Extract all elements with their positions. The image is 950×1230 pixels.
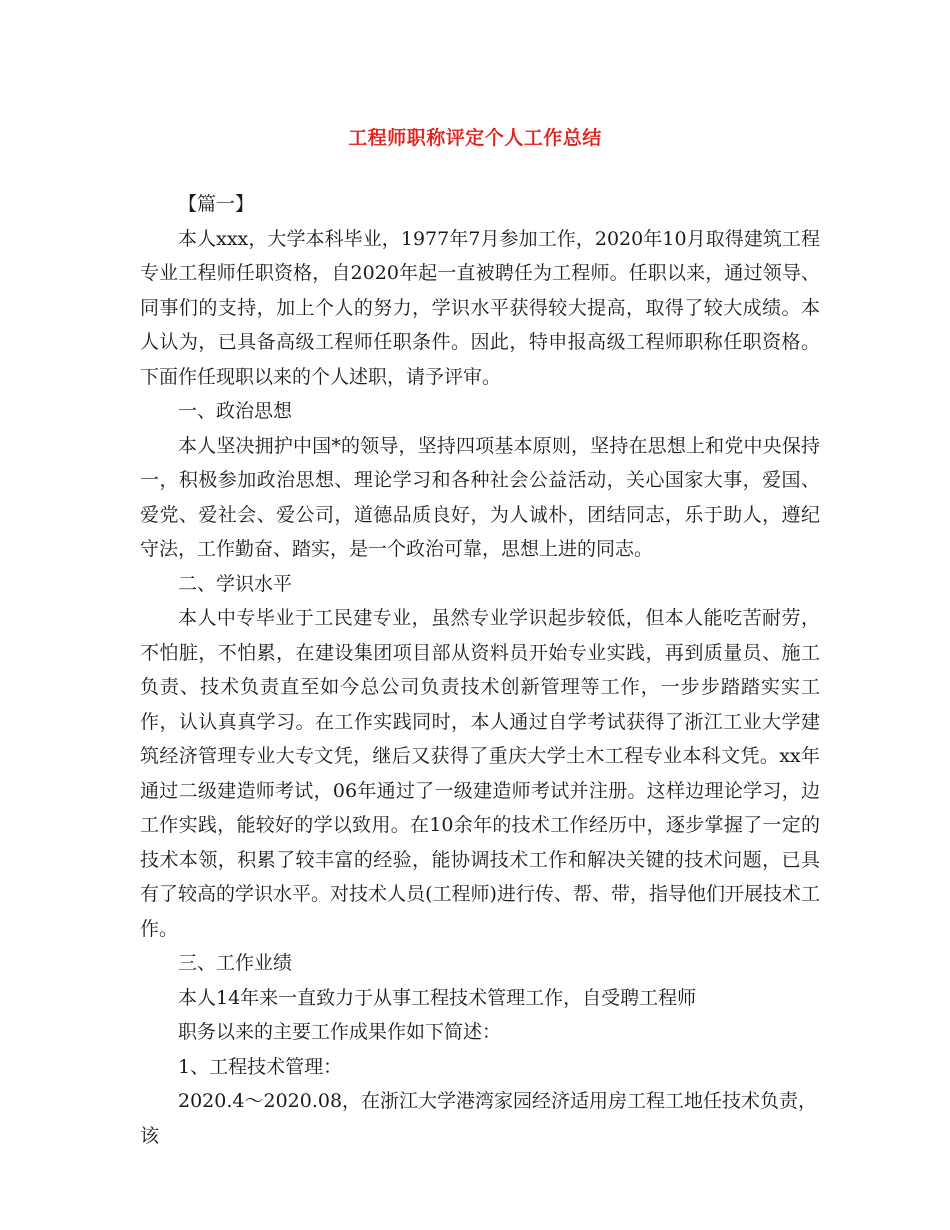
- paragraph-knowledge: 本人中专毕业于工民建专业，虽然专业学识起步较低，但本人能吃苦耐劳，不怕脏，不怕累，在建设集团项目部从资料员开始专业实践，再到质量员、施工负责、技术负责直至如今总公司负责技术创新管理等工作，一步步踏踏实实工作，认认真真学习。在工作实践同时，本人通过自学考试获得了浙江工业大学建筑经济管理专业大专文凭，继后又获得了重庆大学土木工程专业本科文凭。xx年通过二级建造师考试，06年通过了一级建造师考试并注册。这样边理论学习，边工作实践，能较好的学以致用。在10余年的技术工作经历中，逐步掌握了一定的技术本领，积累了较丰富的经验，能协调技术工作和解决关键的技术问题，已具有了较高的学识水平。对技术人员(工程师)进行传、帮、带，指导他们开展技术工作。: [140, 607, 820, 940]
- paragraph-project: 2020.4～2020.08，在浙江大学港湾家园经济适用房工程工地任技术负责，该: [140, 1090, 818, 1147]
- heading-technical-management: 1、工程技术管理：: [178, 1055, 343, 1078]
- paragraph-intro: 本人xxx，大学本科毕业，1977年7月参加工作，2020年10月取得建筑工程专业工程师任职资格，自2020年起一直被聘任为工程师。任职以来，通过领导、同事们的支持，加上个人的努力，学识水平获得较大提高，取得了较大成绩。本人认为，已具备高级工程师任职条件。因此，特申报高级工程师职称任职资格。下面作任现职以来的个人述职，请予评审。: [140, 227, 820, 388]
- document-body: [140, 187, 820, 1153]
- line-achievements-2: 职务以来的主要工作成果作如下简述：: [178, 1021, 502, 1043]
- section-marker: 【篇一】: [178, 193, 255, 215]
- heading-knowledge: 二、学识水平: [178, 572, 293, 595]
- document-title: 工程师职称评定个人工作总结: [348, 127, 602, 149]
- paragraph-politics: 本人坚决拥护中国*的领导，坚持四项基本原则，坚持在思想上和党中央保持一，积极参加政治思想、理论学习和各种社会公益活动，关心国家大事，爱国、爱党、爱社会、爱公司，道德品质良好，为人诚朴，团结同志，乐于助人，遵纪守法，工作勤奋、踏实，是一个政治可靠，思想上进的同志。: [140, 434, 820, 560]
- heading-achievements: 三、工作业绩: [178, 952, 293, 974]
- line-achievements-1: 本人14年来一直致力于从事工程技术管理工作，自受聘工程师: [178, 986, 697, 1009]
- heading-politics: 一、政治思想: [178, 400, 293, 422]
